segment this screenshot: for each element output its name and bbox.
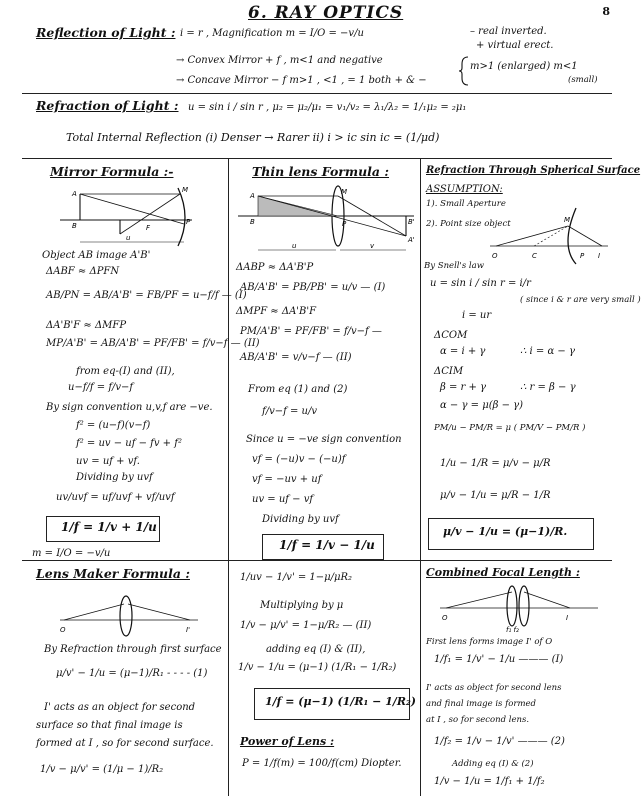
svg-text:O: O — [60, 626, 66, 634]
mirror-line: Dividing by uvf — [76, 472, 153, 483]
cim-eq-2: ∴ r = β − γ — [520, 382, 576, 393]
thin-lens-line: f/v−f = u/v — [262, 406, 317, 417]
column-divider — [228, 158, 229, 560]
svg-text:B': B' — [408, 218, 415, 226]
svg-text:I: I — [566, 614, 569, 622]
svg-text:u: u — [126, 234, 131, 242]
refraction-snell: u = sin i / sin r , μ₂ = μ₂/μ₁ = v₁/v₂ = λ₁/λ₂ = 1/₁μ₂ = ₂μ₁ — [188, 102, 467, 113]
svg-text:A': A' — [408, 236, 415, 244]
power-eq: P = 1/f(m) = 100/f(cm) Diopter. — [242, 758, 402, 769]
reflection-heading: Reflection of Light : — [36, 25, 176, 40]
mirror-line: uv/uvf = uf/uvf + vf/uvf — [56, 492, 175, 503]
lens-maker-heading: Lens Maker Formula : — [36, 566, 190, 581]
column-divider — [420, 158, 421, 560]
mirror-result: 1/f = 1/v + 1/u — [61, 520, 157, 534]
svg-text:u: u — [292, 242, 297, 250]
mirror-line: f² = uv − uf − fv + f² — [76, 438, 182, 449]
combined-adding: Adding eq (I) & (2) — [452, 759, 534, 769]
svg-text:M: M — [182, 186, 189, 194]
svg-text:I: I — [598, 252, 601, 260]
spherical-eq4: μ/v − 1/u = μ/R − 1/R — [440, 490, 551, 501]
lens-maker-cont-eq2: 1/v − μ/v' = 1−μ/R₂ — (II) — [240, 620, 372, 631]
mirror-line: uv = uf + vf. — [76, 456, 140, 467]
delta-cim: ΔCIM — [434, 366, 464, 377]
combined-heading: Combined Focal Length : — [426, 566, 580, 579]
thin-lens-line: From eq (1) and (2) — [248, 384, 348, 395]
thin-lens-ray-diagram — [238, 186, 416, 258]
thin-lens-line: vf = −uv + uf — [252, 474, 322, 485]
svg-text:P: P — [186, 218, 191, 226]
thin-lens-line: ΔMPF ≈ ΔA'B'F — [236, 306, 317, 317]
column-divider — [420, 560, 421, 796]
combined-lens-diagram — [440, 584, 600, 632]
svg-text:F: F — [146, 224, 151, 232]
column-divider — [228, 560, 229, 796]
mirror-line: from eq-(I) and (II), — [76, 366, 175, 377]
snell-eq: u = sin i / sin r = i/r — [430, 278, 531, 289]
snell-note: ( since i & r are very small ) — [520, 295, 641, 305]
mirror-result-box — [46, 516, 160, 542]
spherical-result: μ/v − 1/u = (μ−1)/R. — [443, 525, 568, 538]
lens-maker-diagram — [60, 594, 200, 638]
snell-label: By Snell's law — [424, 261, 484, 271]
mirror-line: MP/A'B' = AB/A'B' = PF/FB' = f/v−f — (II) — [46, 338, 260, 349]
reflection-line1: i = r , Magnification m = I/O = −v/u — [180, 28, 364, 39]
svg-text:v: v — [370, 242, 375, 250]
mirror-line: f² = (u−f)(v−f) — [76, 420, 151, 431]
svg-text:P: P — [342, 220, 347, 228]
lens-maker-line3: surface so that final image is — [36, 720, 183, 731]
thin-lens-line: vf = (−u)v − (−u)f — [252, 454, 346, 465]
lens-maker-cont-eq1: 1/uv − 1/v' = 1−μ/μR₂ — [240, 572, 353, 583]
lens-maker-line2: I' acts as an object for second — [44, 702, 196, 713]
svg-text:A: A — [250, 192, 255, 200]
svg-text:O: O — [492, 252, 498, 260]
com-eq-2: ∴ i = α − γ — [520, 346, 575, 357]
lens-maker-cont-eq3: 1/v − 1/u = (μ−1) (1/R₁ − 1/R₂) — [238, 662, 397, 673]
brace-icon — [458, 56, 470, 86]
i-ur: i = ur — [462, 310, 492, 321]
com-eq: α = i + γ — [440, 346, 486, 357]
spherical-assumption: ASSUMPTION: — [426, 184, 503, 195]
svg-text:O: O — [442, 614, 448, 622]
spherical-eq1: α − γ = μ(β − γ) — [440, 400, 523, 411]
reflection-note-real: – real inverted. — [470, 26, 547, 37]
mirror-ray-diagram — [60, 184, 200, 246]
spherical-eq2: PM/u − PM/R = μ ( PM/V − PM/R ) — [434, 423, 586, 433]
power-heading: Power of Lens : — [240, 735, 335, 748]
page-title: 6. RAY OPTICS — [248, 3, 404, 23]
thin-lens-line: uv = uf − vf — [252, 494, 314, 505]
lens-maker-eq2: 1/v − μ/v' = (1/μ − 1)/R₂ — [40, 764, 164, 775]
combined-eq2: 1/f₂ = 1/v − 1/v' ——— (2) — [434, 736, 565, 747]
tir-line: Total Internal Reflection (i) Denser → Rarer ii) i > ic sin ic = (1/μd) — [66, 131, 440, 144]
combined-line3: and final image is formed — [426, 699, 536, 709]
spherical-assumption-1: 1). Small Aperture — [426, 199, 506, 209]
divider — [22, 93, 612, 94]
thin-lens-result: 1/f = 1/v − 1/u — [279, 538, 375, 552]
delta-com: ΔCOM — [434, 330, 468, 341]
lens-maker-result: 1/f = (μ−1) (1/R₁ − 1/R₂) — [265, 695, 416, 708]
divider — [22, 560, 612, 561]
mirror-magnification: m = I/O = −v/u — [32, 548, 111, 559]
refraction-heading: Refraction of Light : — [36, 98, 179, 113]
combined-eq1: 1/f₁ = 1/v' − 1/u ——— (I) — [434, 654, 564, 665]
svg-text:A: A — [72, 190, 77, 198]
enlarged-note: m>1 (enlarged) m<1 — [470, 61, 578, 72]
combined-line2: I' acts as object for second lens — [426, 683, 562, 693]
lens-maker-line4: formed at I , so for second surface. — [36, 738, 214, 749]
svg-text:B: B — [250, 218, 255, 226]
mirror-line: Object AB image A'B' — [42, 250, 151, 261]
thin-lens-line: ΔABP ≈ ΔA'B'P — [236, 262, 314, 273]
thin-lens-result-box — [262, 534, 384, 560]
spherical-ray-diagram — [490, 206, 610, 266]
svg-text:M: M — [564, 216, 571, 224]
thin-lens-heading: Thin lens Formula : — [252, 164, 389, 179]
divider — [22, 158, 612, 159]
convex-mirror-line: → Convex Mirror + f , m<1 and negative — [176, 55, 383, 66]
thin-lens-line: Since u = −ve sign convention — [246, 434, 402, 445]
cim-eq: β = r + γ — [440, 382, 487, 393]
spherical-assumption-2: 2). Point size object — [426, 219, 511, 229]
lens-maker-result-box — [254, 688, 416, 720]
page-number: 8 — [602, 5, 610, 18]
spherical-result-box — [428, 518, 594, 550]
thin-lens-line: Dividing by uvf — [262, 514, 339, 525]
svg-text:I': I' — [186, 626, 190, 634]
lens-maker-line1: By Refraction through first surface — [44, 644, 222, 655]
thin-lens-line: AB/A'B' = v/v−f — (II) — [240, 352, 352, 363]
spherical-heading: Refraction Through Spherical Surface — [426, 165, 641, 176]
svg-text:M: M — [341, 188, 348, 196]
svg-text:C: C — [532, 252, 537, 260]
mirror-line: By sign convention u,v,f are −ve. — [46, 402, 213, 413]
mirror-line: u−f/f = f/v−f — [68, 382, 134, 393]
thin-lens-line: PM/A'B' = PF/FB' = f/v−f — — [240, 326, 382, 337]
reflection-note-virtual: + virtual erect. — [476, 40, 554, 51]
thin-lens-line: AB/A'B' = PB/PB' = u/v — (I) — [240, 282, 386, 293]
svg-text:B: B — [72, 222, 77, 230]
concave-mirror-line: → Concave Mirror − f m>1 , <1 , = 1 both + & − — [176, 75, 427, 86]
small-note: (small) — [568, 75, 598, 85]
mirror-line: ΔA'B'F ≈ ΔMFP — [46, 320, 127, 331]
mirror-heading: Mirror Formula :- — [50, 164, 174, 179]
combined-line4: at I , so for second lens. — [426, 715, 530, 725]
lens-maker-cont-adding: adding eq (I) & (II), — [266, 644, 366, 655]
combined-line1: First lens forms image I' of O — [426, 637, 553, 647]
mirror-line: AB/PN = AB/A'B' = FB/PF = u−f/f — (I) — [46, 290, 247, 301]
mirror-line: ΔABF ≈ ΔPFN — [46, 266, 120, 277]
spherical-eq3: 1/u − 1/R = μ/v − μ/R — [440, 458, 551, 469]
lens-maker-eq1: μ/v' − 1/u = (μ−1)/R₁ - - - - (1) — [56, 668, 208, 679]
lens-maker-cont-multiply: Multiplying by μ — [260, 600, 344, 611]
combined-eq3: 1/v − 1/u = 1/f₁ + 1/f₂ — [434, 776, 545, 787]
svg-text:P: P — [580, 252, 585, 260]
svg-text:f₁ f₂: f₁ f₂ — [506, 626, 519, 634]
